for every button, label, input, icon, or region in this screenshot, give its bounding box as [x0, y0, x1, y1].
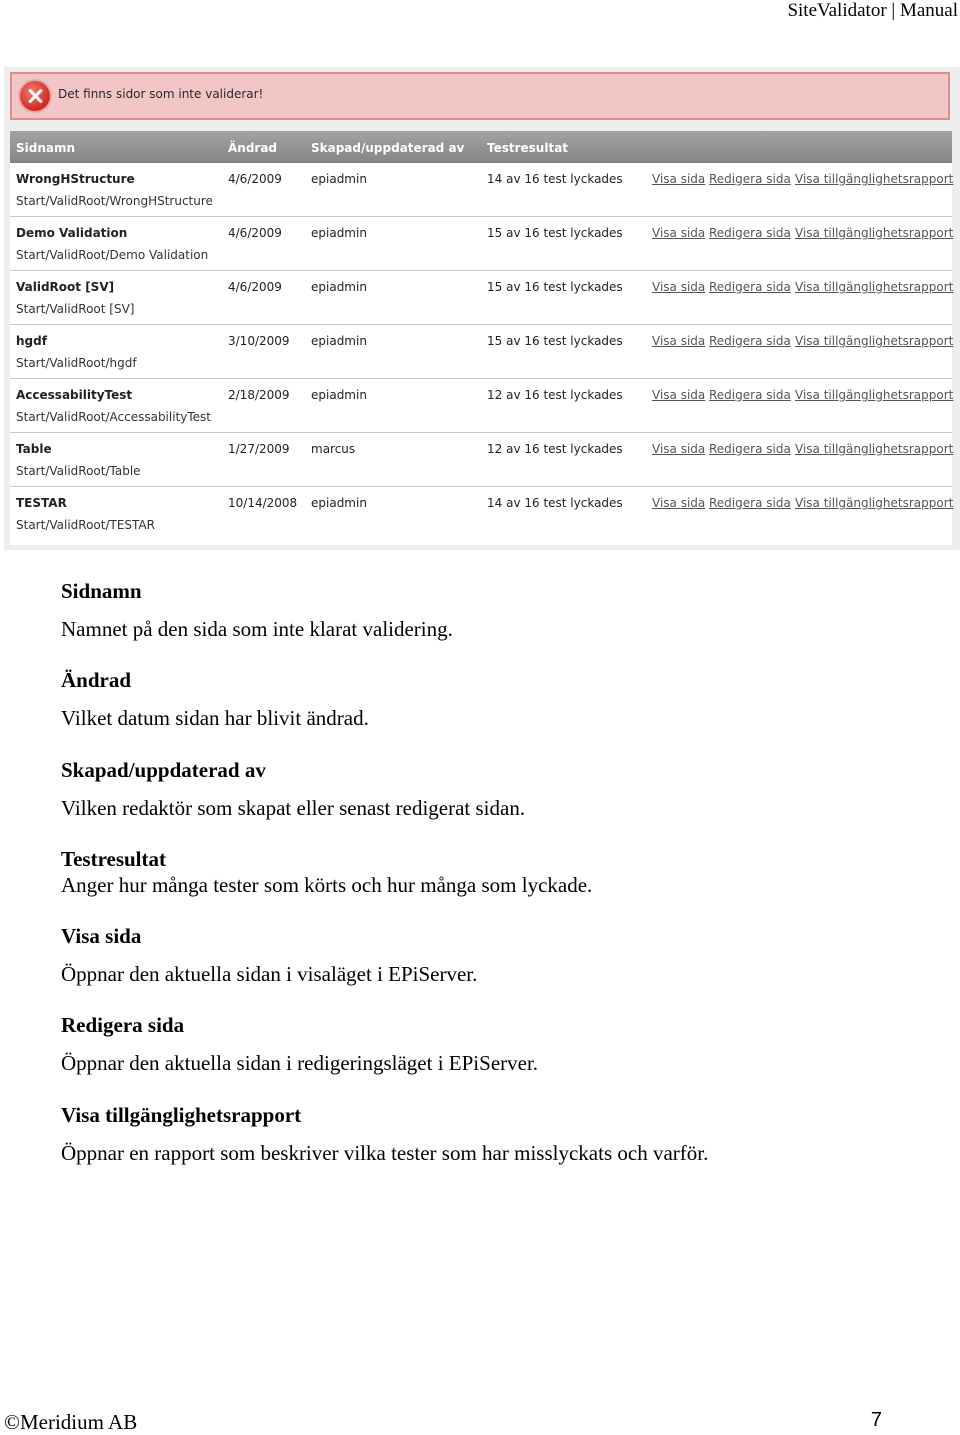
page-name: TESTAR [16, 496, 67, 510]
page-path: Start/ValidRoot [SV] [16, 302, 135, 316]
definition-text: Anger hur många tester som körts och hur många som lyckade. [61, 873, 593, 897]
table-row [10, 217, 952, 271]
running-header: SiteValidator | Manual [787, 0, 958, 21]
edit-page-link[interactable]: Redigera sida [709, 496, 791, 510]
view-page-link[interactable]: Visa sida [652, 172, 706, 186]
test-result: 14 av 16 test lyckades [487, 496, 623, 510]
error-alert [10, 72, 950, 120]
table-row [10, 325, 952, 379]
page-number: 7 [870, 1409, 882, 1431]
test-result: 15 av 16 test lyckades [487, 280, 623, 294]
page-path: Start/ValidRoot/TESTAR [16, 518, 155, 532]
definition-term: Visa tillgänglighetsrapport [61, 1103, 302, 1127]
view-page-link[interactable]: Visa sida [652, 334, 706, 348]
edit-page-link[interactable]: Redigera sida [709, 172, 791, 186]
validation-screenshot [4, 67, 960, 550]
table-row [10, 271, 952, 325]
definition-text: Vilken redaktör som skapat eller senast redigerat sidan. [61, 796, 526, 820]
accessibility-report-link[interactable]: Visa tillgänglighetsrapport [795, 334, 954, 348]
edit-page-link[interactable]: Redigera sida [709, 280, 791, 294]
definition-text: Namnet på den sida som inte klarat validering. [61, 617, 453, 641]
changed-date: 3/10/2009 [228, 334, 290, 348]
view-page-link[interactable]: Visa sida [652, 388, 706, 402]
alert-message: Det finns sidor som inte validerar! [58, 87, 264, 101]
test-result: 15 av 16 test lyckades [487, 334, 623, 348]
definition-text: Vilket datum sidan har blivit ändrad. [61, 706, 369, 730]
definition-term: Visa sida [61, 924, 142, 948]
page-path: Start/ValidRoot/Demo Validation [16, 248, 209, 262]
edit-page-link[interactable]: Redigera sida [709, 334, 791, 348]
accessibility-report-link[interactable]: Visa tillgänglighetsrapport [795, 388, 954, 402]
edit-page-link[interactable]: Redigera sida [709, 226, 791, 240]
page-path: Start/ValidRoot/AccessabilityTest [16, 410, 211, 424]
table-row [10, 163, 952, 217]
page-path: Start/ValidRoot/WrongHStructure [16, 194, 213, 208]
changed-date: 4/6/2009 [228, 280, 282, 294]
definition-term: Skapad/uppdaterad av [61, 758, 266, 782]
definition-text: Öppnar den aktuella sidan i redigeringsläget i EPiServer. [61, 1051, 539, 1075]
definition-term: Testresultat [61, 847, 166, 871]
page-name: AccessabilityTest [16, 388, 133, 402]
test-result: 14 av 16 test lyckades [487, 172, 623, 186]
test-result: 15 av 16 test lyckades [487, 226, 623, 240]
column-header-changed[interactable]: Ändrad [228, 141, 278, 155]
page-name: hgdf [16, 334, 47, 348]
changed-date: 4/6/2009 [228, 172, 282, 186]
view-page-link[interactable]: Visa sida [652, 226, 706, 240]
editor-name: epiadmin [311, 226, 367, 240]
page-name: ValidRoot [SV] [16, 280, 115, 294]
table-row [10, 433, 952, 487]
column-header-name[interactable]: Sidnamn [16, 141, 76, 155]
definition-term: Redigera sida [61, 1013, 185, 1037]
view-page-link[interactable]: Visa sida [652, 442, 706, 456]
page-path: Start/ValidRoot/hgdf [16, 356, 137, 370]
page-name: Demo Validation [16, 226, 128, 240]
table-row [10, 487, 952, 541]
editor-name: marcus [311, 442, 356, 456]
page-path: Start/ValidRoot/Table [16, 464, 141, 478]
editor-name: epiadmin [311, 172, 367, 186]
edit-page-link[interactable]: Redigera sida [709, 442, 791, 456]
editor-name: epiadmin [311, 388, 367, 402]
editor-name: epiadmin [311, 496, 367, 510]
table-row [10, 379, 952, 433]
results-table [10, 131, 952, 545]
editor-name: epiadmin [311, 334, 367, 348]
changed-date: 4/6/2009 [228, 226, 282, 240]
editor-name: epiadmin [311, 280, 367, 294]
changed-date: 2/18/2009 [228, 388, 290, 402]
accessibility-report-link[interactable]: Visa tillgänglighetsrapport [795, 280, 954, 294]
accessibility-report-link[interactable]: Visa tillgänglighetsrapport [795, 172, 954, 186]
table-header [10, 131, 952, 163]
test-result: 12 av 16 test lyckades [487, 442, 623, 456]
accessibility-report-link[interactable]: Visa tillgänglighetsrapport [795, 442, 954, 456]
edit-page-link[interactable]: Redigera sida [709, 388, 791, 402]
column-header-created-by[interactable]: Skapad/uppdaterad av [311, 141, 465, 155]
accessibility-report-link[interactable]: Visa tillgänglighetsrapport [795, 496, 954, 510]
page-name: Table [16, 442, 52, 456]
column-header-result[interactable]: Testresultat [487, 141, 569, 155]
changed-date: 10/14/2008 [228, 496, 298, 510]
view-page-link[interactable]: Visa sida [652, 496, 706, 510]
error-x-icon [20, 81, 50, 111]
definition-term: Ändrad [61, 668, 132, 692]
definition-text: Öppnar den aktuella sidan i visaläget i EPiServer. [61, 962, 478, 986]
accessibility-report-link[interactable]: Visa tillgänglighetsrapport [795, 226, 954, 240]
view-page-link[interactable]: Visa sida [652, 280, 706, 294]
footer-copyright: ©Meridium AB [4, 1410, 138, 1434]
definition-term: Sidnamn [61, 579, 142, 603]
changed-date: 1/27/2009 [228, 442, 290, 456]
definition-text: Öppnar en rapport som beskriver vilka tester som har misslyckats och varför. [61, 1141, 709, 1165]
test-result: 12 av 16 test lyckades [487, 388, 623, 402]
page-name: WrongHStructure [16, 172, 135, 186]
